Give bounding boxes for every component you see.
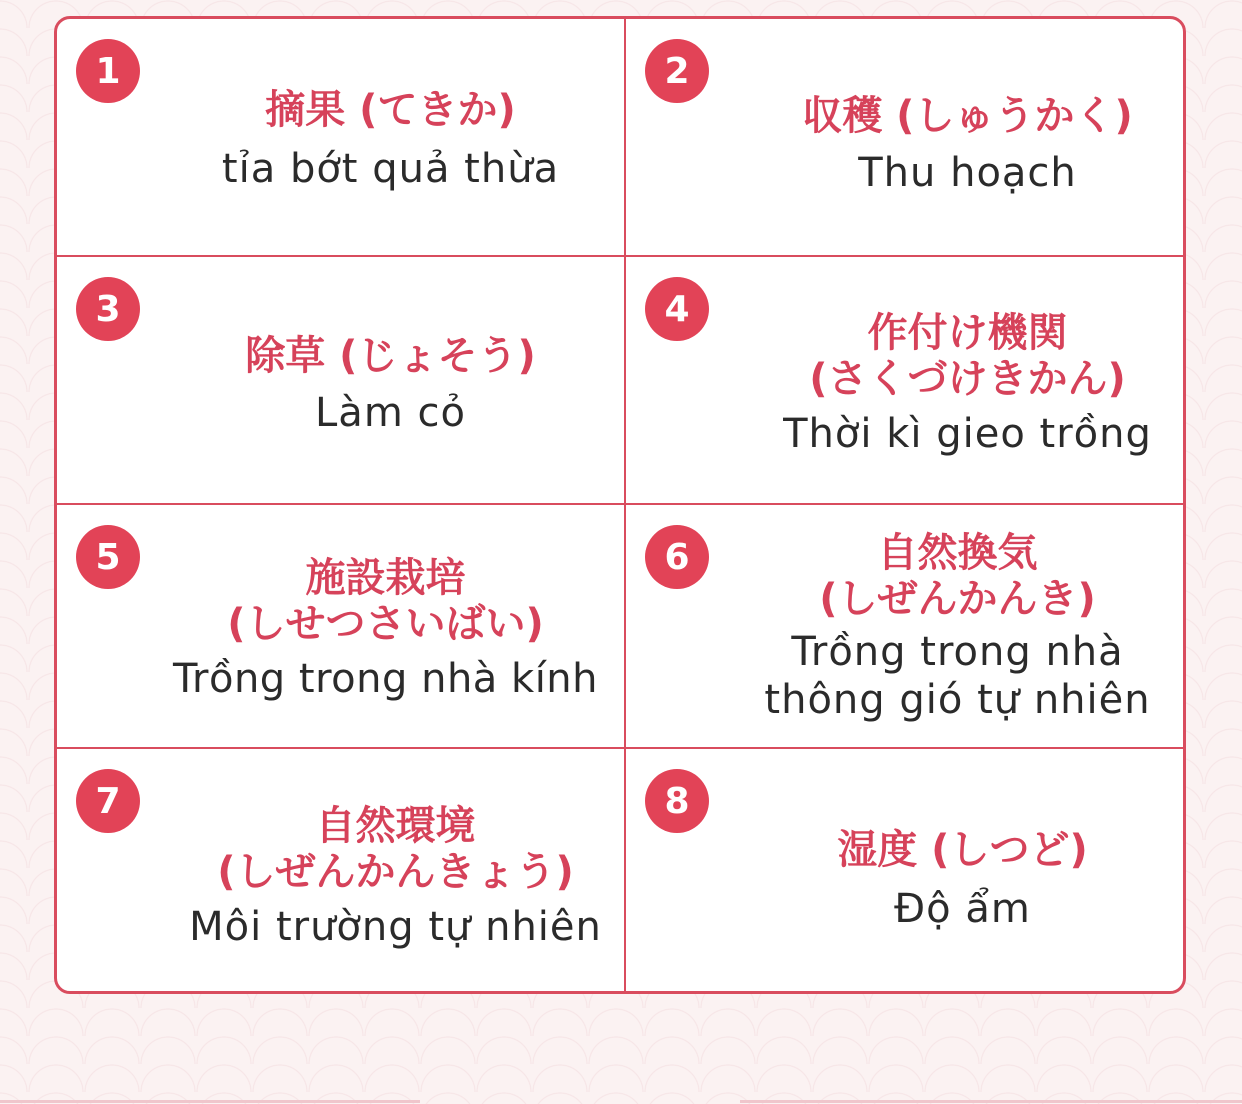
term-card-5: [57, 505, 626, 749]
japanese-term: 除草 (じょそう): [245, 333, 536, 379]
vietnamese-meaning: Môi trường tự nhiên: [189, 904, 602, 950]
number-badge: 2: [645, 39, 709, 103]
vietnamese-meaning: tỉa bớt quả thừa: [221, 146, 560, 192]
term-content: [147, 505, 624, 747]
term-content: [167, 257, 614, 503]
vietnamese-meaning: Thu hoạch: [858, 150, 1077, 196]
term-card-6: [626, 505, 1186, 749]
japanese-term: 施設栽培: [305, 555, 466, 601]
japanese-term: 摘果 (てきか): [265, 87, 516, 133]
term-content: [726, 505, 1186, 747]
decorative-divider: [740, 1100, 1242, 1103]
number-badge: 3: [76, 277, 140, 341]
number-badge: 4: [645, 277, 709, 341]
vietnamese-meaning: Độ ẩm: [894, 886, 1031, 932]
term-card-8: [626, 749, 1186, 994]
vietnamese-meaning: Thời kì gieo trồng: [783, 411, 1152, 457]
japanese-term: 作付け機関: [867, 310, 1068, 356]
number-badge: 6: [645, 525, 709, 589]
japanese-reading: (さくづけきかん): [809, 356, 1126, 402]
japanese-reading: (しせつさいばい): [227, 601, 544, 647]
vietnamese-meaning-line2: thông gió tự nhiên: [764, 677, 1151, 723]
term-card-4: [626, 257, 1186, 505]
japanese-term: 自然換気: [877, 530, 1038, 576]
japanese-term: 自然環境: [315, 803, 476, 849]
japanese-reading: (しぜんかんき): [819, 576, 1096, 622]
term-content: [167, 749, 624, 994]
term-card-3: [57, 257, 626, 505]
vietnamese-meaning: Trồng trong nhà: [791, 629, 1124, 675]
term-card-1: [57, 19, 626, 257]
term-content: [736, 749, 1186, 994]
decorative-divider: [0, 1100, 420, 1103]
number-badge: 8: [645, 769, 709, 833]
term-content: [746, 257, 1186, 503]
japanese-term: 収穫 (しゅうかく): [802, 93, 1133, 139]
term-card-2: [626, 19, 1186, 257]
japanese-reading: (しぜんかんきょう): [217, 849, 574, 895]
number-badge: 1: [76, 39, 140, 103]
japanese-term: 湿度 (しつど): [837, 827, 1088, 873]
term-card-7: [57, 749, 626, 994]
number-badge: 7: [76, 769, 140, 833]
term-content: [746, 19, 1186, 255]
vocabulary-grid: [54, 16, 1186, 994]
term-content: [197, 19, 584, 255]
vietnamese-meaning: Làm cỏ: [315, 390, 466, 436]
number-badge: 5: [76, 525, 140, 589]
vietnamese-meaning: Trồng trong nhà kính: [172, 656, 599, 702]
